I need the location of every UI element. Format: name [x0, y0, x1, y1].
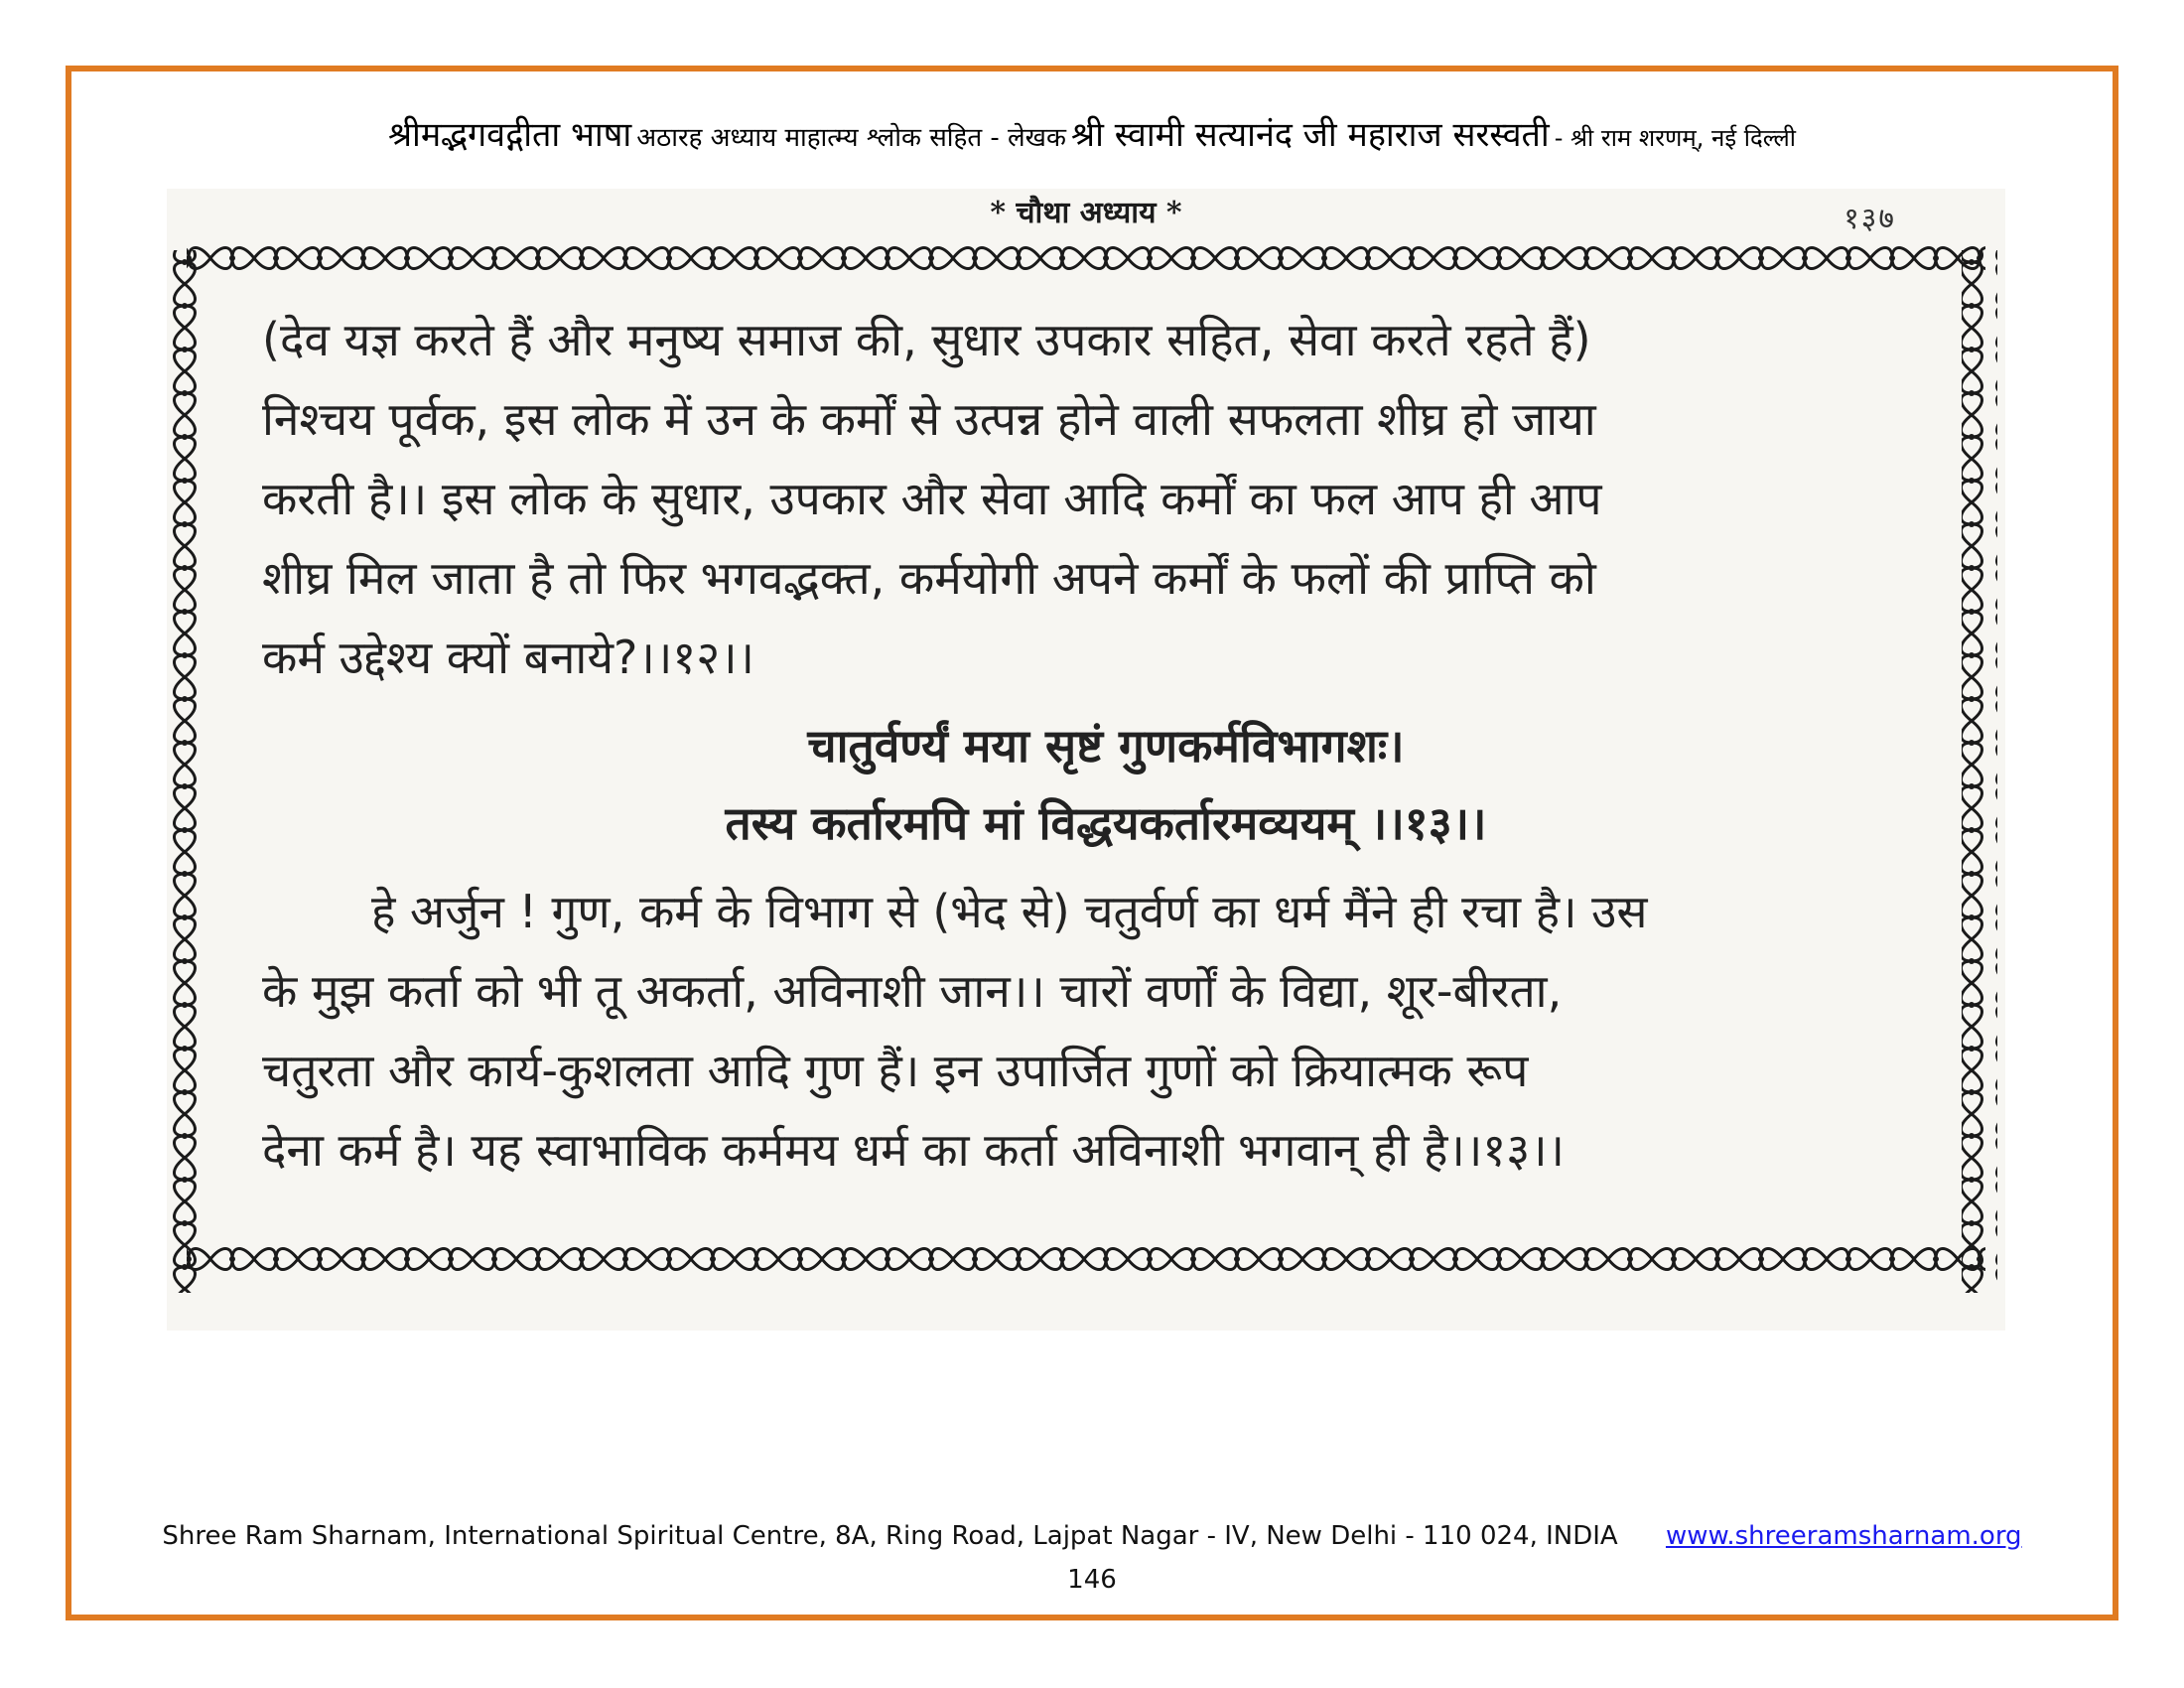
paragraph1-line: शीघ्र मिल जाता है तो फिर भगवद्भक्त, कर्मयोगी अपने कर्मों के फलों की प्राप्ति को	[262, 551, 1596, 605]
paragraph2-line: के मुझ कर्ता को भी तू अकर्ता, अविनाशी जान।। चारों वर्णों के विद्या, शूर-बीरता,	[262, 964, 1563, 1018]
paragraph1-line: करती है।। इस लोक के सुधार, उपकार और सेवा आदि कर्मों का फल आप ही आप	[262, 472, 1602, 525]
paragraph2-line: देना कर्म है। यह स्वाभाविक कर्ममय धर्म का कर्ता अविनाशी भगवान् ही है।।१३।।	[262, 1123, 1565, 1177]
paragraph1-line: कर्म उद्देश्य क्यों बनाये?।।१२।।	[262, 631, 754, 684]
paragraph2-line: हे अर्जुन ! गुण, कर्म के विभाग से (भेद से) चतुर्वर्ण का धर्म मैंने ही रचा है। उस	[371, 885, 1648, 938]
website-link[interactable]: www.shreeramsharnam.org	[1665, 1521, 2022, 1551]
page-header	[89, 107, 2095, 169]
footer-address: Shree Ram Sharnam, International Spiritual Centre, 8A, Ring Road, Lajpat Nagar - IV, New Delhi - 110 024, INDIA	[162, 1521, 1618, 1551]
header-subtitle: अठारह अध्याय माहात्म्य श्लोक सहित - लेखक	[636, 123, 1066, 153]
paragraph1-line: निश्चय पूर्वक, इस लोक में उन के कर्मों से उत्पन्न होने वाली सफलता शीघ्र हो जाया	[262, 392, 1596, 446]
header-publisher: - श्री राम शरणम्, नई दिल्ली	[1554, 124, 1797, 152]
book-page-number: १३७	[1843, 202, 1896, 236]
header-book-title: श्रीमद्भगवद्गीता भाषा	[387, 115, 632, 155]
chapter-title: * चौथा अध्याय *	[990, 196, 1182, 230]
page-number: 146	[1067, 1565, 1117, 1595]
paragraph2-line: चतुरता और कार्य-कुशलता आदि गुण हैं। इन उपार्जित गुणों को क्रियात्मक रूप	[262, 1044, 1529, 1097]
paragraph1-line: (देव यज्ञ करते हैं और मनुष्य समाज की, सुधार उपकार सहित, सेवा करते रहते हैं)	[262, 313, 1591, 366]
scanned-book-page	[167, 189, 2005, 1331]
header-author: श्री स्वामी सत्यानंद जी महाराज सरस्वती	[1071, 115, 1550, 155]
shloka-line: चातुर्वर्ण्यं मया सृष्टं गुणकर्मविभागशः।	[807, 719, 1405, 773]
body-text	[262, 300, 1910, 1190]
page-footer	[89, 1521, 2095, 1551]
shloka-line: तस्य कर्तारमपि मां विद्धयकर्तारमव्ययम् ।।१३।।	[725, 796, 1487, 850]
